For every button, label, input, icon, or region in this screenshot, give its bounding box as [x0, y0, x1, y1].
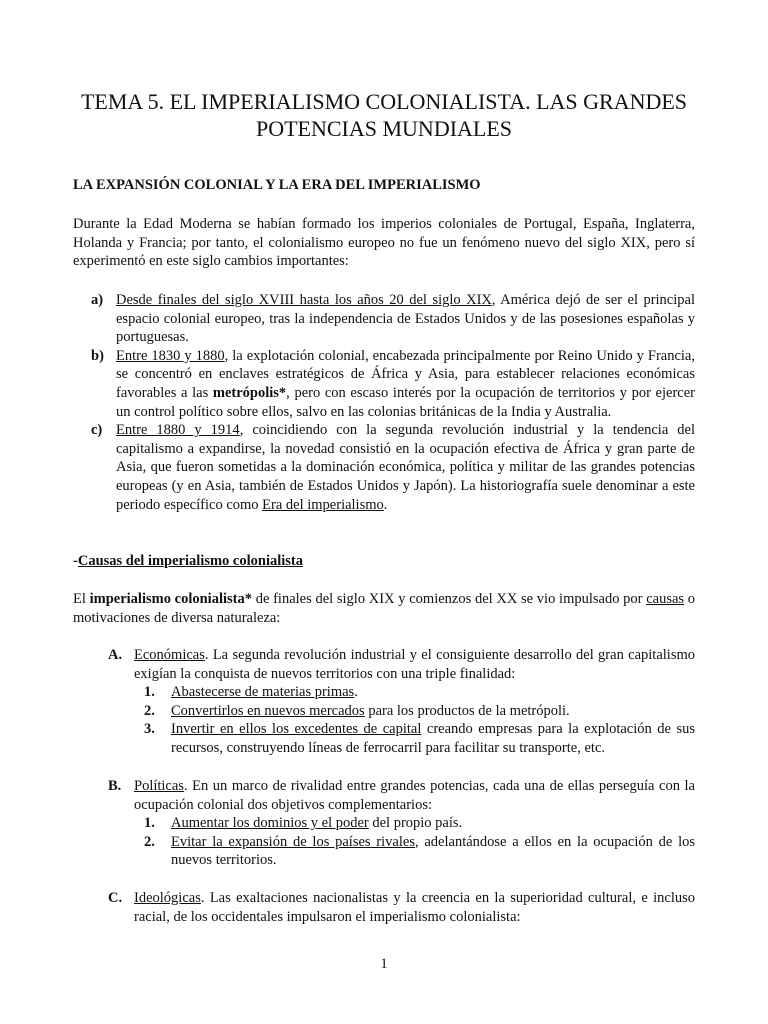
underlined-term: causas [646, 591, 685, 607]
sub-marker: 1. [144, 684, 155, 701]
sub-marker: 2. [144, 702, 155, 719]
sub-marker: 3. [144, 721, 155, 738]
period-marker: c) [91, 422, 103, 439]
cause-sublist [108, 814, 695, 870]
period-marker: b) [91, 347, 104, 364]
sub-text: creando empresas para la explotación de sus recursos, construyendo líneas de ferrocarril para facilitar su transporte, etc. [171, 721, 695, 756]
sub-item [134, 833, 695, 870]
causes-heading [73, 552, 695, 571]
periods-list [91, 291, 695, 514]
causes-intro [73, 590, 695, 627]
bold-term: imperialismo colonialista* [89, 591, 252, 607]
underlined-term: Era del imperialismo [262, 496, 384, 513]
cause-text: . La segunda revolución industrial y el consiguiente desarrollo del gran capitalismo exigían la conquista de nuevos territorios con una triple finalidad: [134, 647, 695, 682]
bold-term: metrópolis* [212, 384, 287, 401]
sub-item [134, 702, 695, 721]
intro-text: o motivaciones de diversa naturaleza: [73, 591, 696, 626]
cause-block-a [108, 646, 695, 758]
sub-marker: 1. [144, 815, 155, 832]
title-line-2: POTENCIAS MUNDIALES [255, 116, 513, 141]
period-date: Desde finales del siglo XVIII hasta los años 20 del siglo XIX [116, 292, 492, 308]
period-text: , América dejó de ser el principal espacio colonial europeo, tras la independencia de Estados Unidos y de las posesiones españolas y portuguesas. [116, 292, 695, 346]
sub-underlined: Abastecerse de materias primas [171, 684, 355, 701]
sub-underlined: Invertir en ellos los excedentes de capital [171, 721, 422, 738]
period-marker: a) [91, 292, 104, 308]
sub-marker: 2. [144, 833, 155, 850]
sub-item [134, 683, 695, 702]
cause-marker: B. [108, 778, 122, 794]
section-heading: LA EXPANSIÓN COLONIAL Y LA ERA DEL IMPERIALISMO [73, 177, 481, 193]
cause-item [108, 777, 695, 814]
sub-text: . [354, 684, 358, 701]
period-item-c [91, 421, 695, 514]
period-item-a [91, 291, 695, 347]
cause-item [108, 889, 695, 926]
cause-block-c [108, 889, 695, 926]
period-item-b [91, 347, 695, 421]
cause-name: Políticas [134, 778, 184, 794]
sub-text: , adelantándose a ellos en la ocupación de los nuevos territorios. [171, 833, 695, 869]
document-title [60, 88, 708, 142]
cause-name: Ideológicas [134, 890, 201, 906]
cause-text: . En un marco de rivalidad entre grandes potencias, cada una de ellas perseguía con la ocupación colonial dos objetivos complementarios: [134, 778, 695, 813]
period-text: , pero con escaso interés por la ocupación de territorios y por ejercer un control político sobre ellos, salvo en las colonias británicas de la India y Australia. [116, 384, 695, 420]
cause-marker: A. [108, 647, 123, 663]
heading-dash: - [73, 553, 78, 569]
sub-underlined: Aumentar los dominios y el poder [171, 815, 369, 832]
cause-name: Económicas [134, 647, 205, 663]
page-number: 1 [380, 956, 388, 972]
period-date: Entre 1880 y 1914 [116, 422, 240, 439]
title-line-1: TEMA 5. EL IMPERIALISMO COLONIALISTA. LAS GRANDES [80, 89, 688, 114]
sub-underlined: Convertirlos en nuevos mercados [171, 702, 365, 719]
intro-text: El [73, 591, 90, 607]
cause-item [108, 646, 695, 683]
cause-block-b [108, 777, 695, 870]
intro-paragraph: Durante la Edad Moderna se habían formado los imperios coloniales de Portugal, España, Inglaterra, Holanda y Francia; por tanto, el colonialismo europeo no fue un fenómeno nuevo del siglo XIX, pero sí experimentó en este siglo cambios importantes: [73, 216, 695, 270]
sub-text: del propio país. [368, 815, 463, 832]
cause-text: . Las exaltaciones nacionalistas y la creencia en la superioridad cultural, e incluso racial, de los occidentales impulsaron el imperialismo colonialista: [134, 890, 695, 925]
sub-item [134, 814, 695, 833]
cause-sublist [108, 683, 695, 757]
period-text: . [383, 496, 388, 513]
causes-heading-text: Causas del imperialismo colonialista [77, 553, 304, 569]
intro-text: de finales del siglo XIX y comienzos del XX se vio impulsado por [252, 591, 647, 607]
sub-text: para los productos de la metrópoli. [364, 702, 570, 719]
period-text: , la explotación colonial, encabezada principalmente por Reino Unido y Francia, se concentró en enclaves estratégicos de África y Asia, para establecer relaciones económicas favorables a las [116, 347, 695, 401]
sub-underlined: Evitar la expansión de los países rivales [171, 833, 415, 850]
period-date: Entre 1830 y 1880 [116, 347, 225, 364]
cause-marker: C. [108, 890, 123, 906]
period-text: , coincidiendo con la segunda revolución industrial y la tendencia del capitalismo a expandirse, la novedad consistió en la ocupación efectiva de África y gran parte de Asia, que fueron sometidas a la dominación económica, política y militar de las grandes potencias europeas (y en Asia, también de Estados Unidos y Japón). La historiografía suele denominar a este periodo específico como [116, 422, 695, 513]
sub-item [134, 720, 695, 757]
